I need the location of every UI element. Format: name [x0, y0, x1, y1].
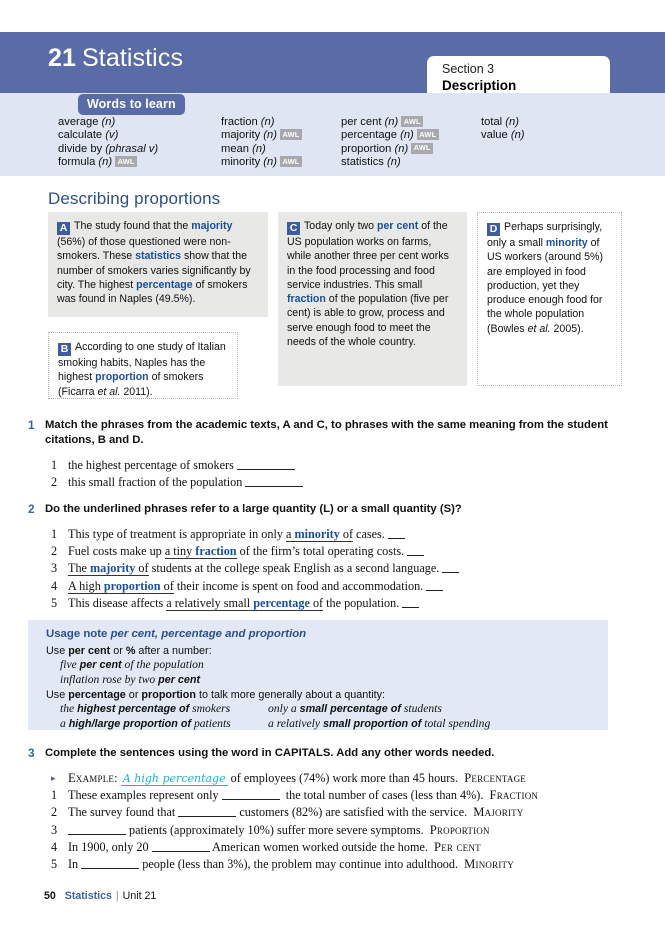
- exercise-item[interactable]: 4 A high proportion of their income is spent on food and accommodation.: [68, 578, 628, 595]
- words-to-learn-tab: Words to learn: [78, 94, 185, 115]
- item-number: 2: [51, 805, 58, 820]
- exercise-item[interactable]: 3 The majority of students at the college speak English as a second language.: [68, 560, 628, 577]
- page-footer: [44, 890, 156, 902]
- footer-separator: |: [115, 890, 119, 902]
- box-label-b: B: [58, 343, 71, 356]
- vocabulary-word: value (n): [481, 129, 525, 142]
- usage-note-title: [46, 628, 608, 640]
- vocabulary-word: minority (n) AWL: [221, 156, 302, 169]
- vocabulary-word: statistics (n): [341, 156, 401, 169]
- exercise-1-items: [28, 457, 628, 491]
- exercise-2-heading: [28, 502, 628, 517]
- section-name: Description: [442, 78, 517, 93]
- exercise-3-heading: [28, 746, 628, 761]
- item-number: ▸: [51, 773, 56, 783]
- usage-note-rule: Use per cent or % after a number:: [46, 645, 212, 657]
- usage-note-box: [28, 620, 608, 730]
- vocabulary-word: fraction (n): [221, 116, 275, 128]
- exercise-item[interactable]: 1 the highest percentage of smokers: [68, 457, 628, 474]
- box-c-text: Today only two per cent of the US population works on farms, while another three per cent works in the food processing and food service industries. This small fraction of the population (five per cent) is able to grow, process and serve enough food to meet the needs of the whole country.: [287, 220, 449, 349]
- page-title: [48, 44, 183, 73]
- usage-note-body: [46, 644, 608, 731]
- usage-example-left: a high/large proportion of patients: [60, 716, 231, 730]
- box-b-text: According to one study of Italian smoking habits, Naples has the highest proportion of smokers (Ficarra et al. 2011).: [58, 341, 226, 398]
- exercise-item[interactable]: 1 These examples represent only the total number of cases (less than 4%). Fraction: [68, 787, 628, 804]
- usage-note-example: five per cent of the population: [60, 658, 204, 672]
- exercise-2: [28, 502, 628, 612]
- vocabulary-word: average (n): [58, 116, 116, 128]
- text-box-c: [278, 212, 467, 386]
- vocabulary-word: formula (n) AWL: [58, 156, 158, 169]
- item-number: 2: [51, 544, 58, 559]
- item-number: 3: [51, 822, 58, 837]
- usage-note-example: inflation rose by two per cent: [60, 673, 201, 686]
- box-d-text: Perhaps surprisingly, only a small minority of US workers (around 5%) are employed in food production, yet they produce enough food for the whole population (Bowles et al. 2005).: [487, 221, 603, 335]
- unit-title-text: Statistics: [82, 44, 184, 72]
- exercise-item[interactable]: 2 this small fraction of the population: [68, 474, 628, 491]
- exercise-3-items: [28, 770, 628, 873]
- awl-badge: AWL: [401, 116, 423, 127]
- section-heading: Describing proportions: [48, 189, 221, 208]
- exercise-item[interactable]: 2 The survey found that customers (82%) are satisfied with the service. Majority: [68, 804, 628, 821]
- exercise-item[interactable]: 3 patients (approximately 10%) suffer more severe symptoms. Proportion: [68, 822, 628, 839]
- vocabulary-word: divide by (phrasal v): [58, 142, 159, 155]
- footer-subject: Statistics: [64, 890, 112, 902]
- exercise-3-instruction: Complete the sentences using the word in CAPITALS. Add any other words needed.: [45, 747, 495, 759]
- exercise-item[interactable]: 5 This disease affects a relatively small percentage of the population.: [68, 595, 628, 612]
- item-number: 4: [51, 839, 58, 854]
- item-number: 4: [51, 578, 58, 593]
- item-number: 5: [51, 595, 58, 610]
- usage-example-right: a relatively small proportion of total spending: [268, 716, 491, 730]
- vocabulary-word: percentage (n) AWL: [341, 129, 439, 142]
- awl-badge: AWL: [417, 129, 439, 140]
- exercise-3-number: 3: [28, 746, 35, 760]
- item-number: 1: [51, 458, 58, 472]
- exercise-item[interactable]: 1 This type of treatment is appropriate in only a minority of cases.: [68, 526, 628, 543]
- text-box-b: [48, 332, 238, 399]
- text-box-d: [477, 212, 622, 386]
- exercise-item[interactable]: 2 Fuel costs make up a tiny fraction of the firm’s total operating costs.: [68, 543, 628, 560]
- vocabulary-word: majority (n) AWL: [221, 129, 302, 142]
- words-column-1: [58, 116, 158, 170]
- exercise-3: [28, 746, 628, 873]
- awl-badge: AWL: [115, 156, 137, 167]
- box-label-a: A: [57, 222, 70, 235]
- exercise-2-instruction: Do the underlined phrases refer to a large quantity (L) or a small quantity (S)?: [45, 503, 462, 515]
- box-a-text: The study found that the majority (56%) of those questioned were non-smokers. These statistics show that the number of smokers varies significantly by city. The highest percentage of smokers was found in Naples (49.5%).: [57, 220, 251, 306]
- usage-note-example-pair: [46, 702, 608, 717]
- exercise-1-heading: [28, 418, 628, 448]
- page-number: 50: [44, 890, 56, 902]
- exercise-item[interactable]: 4 In 1900, only 20 American women worked outside the home. Per cent: [68, 839, 628, 856]
- usage-note-example-pair: [46, 717, 608, 732]
- usage-example-left: the highest percentage of smokers: [60, 702, 231, 715]
- item-number: 2: [51, 475, 58, 490]
- section-label: Section 3: [442, 62, 495, 76]
- usage-note-rule: Use percentage or proportion to talk more generally about a quantity:: [46, 688, 386, 701]
- awl-badge: AWL: [280, 156, 302, 167]
- exercise-2-number: 2: [28, 502, 35, 516]
- usage-example-right: only a small percentage of students: [268, 702, 442, 715]
- exercise-1-number: 1: [28, 418, 35, 432]
- awl-badge: AWL: [411, 143, 433, 154]
- item-number: 5: [51, 857, 58, 872]
- vocabulary-word: per cent (n) AWL: [341, 116, 439, 129]
- vocabulary-word: mean (n): [221, 142, 266, 155]
- exercise-item[interactable]: 5 In people (less than 3%), the problem may continue into adulthood. Minority: [68, 856, 628, 873]
- vocabulary-word: total (n): [481, 116, 519, 128]
- vocabulary-word: calculate (v): [58, 129, 119, 142]
- words-column-3: [341, 116, 439, 170]
- footer-unit: Unit 21: [122, 890, 157, 902]
- unit-number: 21: [48, 44, 77, 72]
- exercise-1-instruction: Match the phrases from the academic texts, A and C, to phrases with the same meaning from the student citations, B and D.: [45, 419, 608, 446]
- item-number: 1: [51, 788, 58, 803]
- vocabulary-word: proportion (n) AWL: [341, 143, 439, 156]
- exercise-2-items: [28, 526, 628, 612]
- item-number: 1: [51, 527, 58, 541]
- exercise-1: [28, 418, 628, 491]
- item-number: 3: [51, 561, 58, 576]
- awl-badge: AWL: [280, 129, 302, 140]
- usage-note-label: Usage note: [46, 628, 108, 640]
- words-column-4: [481, 116, 525, 143]
- words-column-2: [221, 116, 302, 170]
- exercise-item[interactable]: ▸ Example: A high percentage of employees (74%) work more than 45 hours. Percentage: [68, 770, 628, 787]
- box-label-c: C: [287, 222, 300, 235]
- box-label-d: D: [487, 223, 500, 236]
- text-box-a: [48, 212, 268, 317]
- usage-note-terms: per cent, percentage and proportion: [110, 628, 307, 640]
